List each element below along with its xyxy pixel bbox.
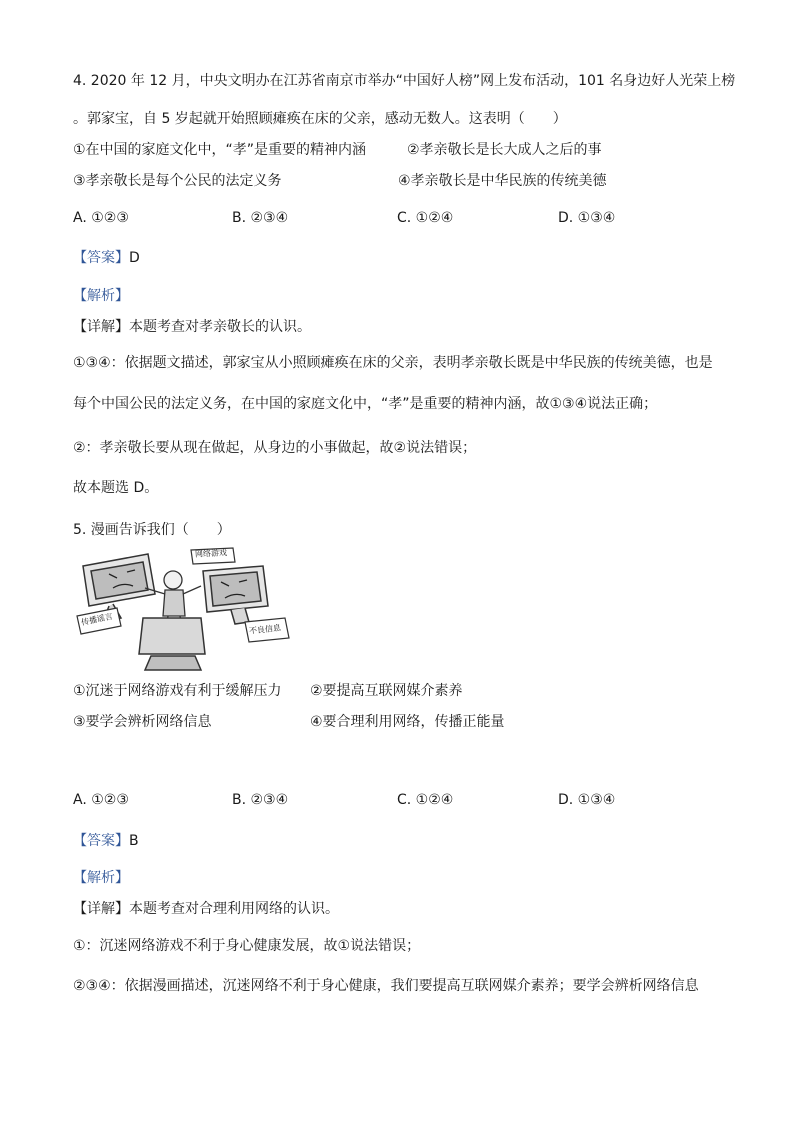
q4-option-1: ①在中国的家庭文化中，“孝”是重要的精神内涵	[73, 142, 367, 158]
q5-explanation-line2: ②③④：依据漫画描述，沉迷网络不利于身心健康，我们要提高互联网媒介素养；要学会辨析网络信息	[73, 978, 699, 994]
q4-option-2: ②孝亲敬长是长大成人之后的事	[407, 142, 602, 158]
q5-choice-b: B. ②③④	[232, 792, 289, 808]
q5-option-3: ③要学会辨析网络信息	[73, 714, 212, 730]
cartoon-label-right: 不良信息	[248, 623, 282, 636]
q5-detail-tag: 【详解】	[73, 901, 129, 917]
q5-detail	[73, 899, 339, 919]
q5-choice-d: D. ①③④	[558, 792, 616, 808]
q4-analysis-label: 【解析】	[73, 288, 129, 304]
q5-analysis-label: 【解析】	[73, 870, 129, 886]
q4-option-4: ④孝亲敬长是中华民族的传统美德	[398, 173, 607, 189]
q5-answer-value: B	[129, 833, 139, 849]
q4-detail-tag: 【详解】	[73, 319, 129, 335]
q4-stem-line2: 。郭家宝，自 5 岁起就开始照顾瘫痪在床的父亲，感动无数人。这表明（ ）	[73, 111, 567, 127]
cartoon-illustration	[73, 546, 295, 672]
q5-detail-text: 本题考查对合理利用网络的认识。	[129, 901, 339, 917]
q4-answer	[73, 248, 140, 268]
q4-choice-b: B. ②③④	[232, 210, 289, 226]
q4-answer-tag: 【答案】	[73, 250, 129, 266]
q5-choice-a: A. ①②③	[73, 792, 129, 808]
q5-option-1: ①沉迷于网络游戏有利于缓解压力	[73, 683, 282, 699]
q4-choice-c: C. ①②④	[397, 210, 454, 226]
q4-option-3: ③孝亲敬长是每个公民的法定义务	[73, 173, 282, 189]
q4-analysis-tag	[73, 286, 129, 306]
q4-stem-line1: 4. 2020 年 12 月，中央文明办在江苏省南京市举办“中国好人榜”网上发布活动，101 名身边好人光荣上榜	[73, 73, 736, 89]
q5-stem: 5. 漫画告诉我们（ ）	[73, 522, 231, 538]
q5-analysis-tag	[73, 868, 129, 888]
q4-explanation-line3: ②：孝亲敬长要从现在做起，从身边的小事做起，故②说法错误；	[73, 440, 477, 456]
q5-option-4: ④要合理利用网络，传播正能量	[310, 714, 505, 730]
q4-detail-text: 本题考查对孝亲敬长的认识。	[129, 319, 311, 335]
cartoon-label-left: 传播谣言	[80, 611, 114, 628]
cartoon-label-top: 网络游戏	[194, 548, 228, 559]
q5-option-2: ②要提高互联网媒介素养	[310, 683, 463, 699]
q4-explanation-line2: 每个中国公民的法定义务，在中国的家庭文化中，“孝”是重要的精神内涵，故①③④说法正确；	[73, 396, 658, 412]
q4-detail	[73, 317, 311, 337]
q4-answer-value: D	[129, 250, 140, 266]
q4-choice-a: A. ①②③	[73, 210, 129, 226]
cartoon-drawing	[73, 546, 295, 672]
q5-explanation-line1: ①：沉迷网络游戏不利于身心健康发展，故①说法错误；	[73, 938, 421, 954]
q5-answer-tag: 【答案】	[73, 833, 129, 849]
q5-answer	[73, 831, 139, 851]
q5-choice-c: C. ①②④	[397, 792, 454, 808]
q4-conclusion: 故本题选 D。	[73, 480, 159, 496]
q4-explanation-line1: ①③④：依据题文描述，郭家宝从小照顾瘫痪在床的父亲，表明孝亲敬长既是中华民族的传统美德，也是	[73, 355, 713, 371]
q4-choice-d: D. ①③④	[558, 210, 616, 226]
